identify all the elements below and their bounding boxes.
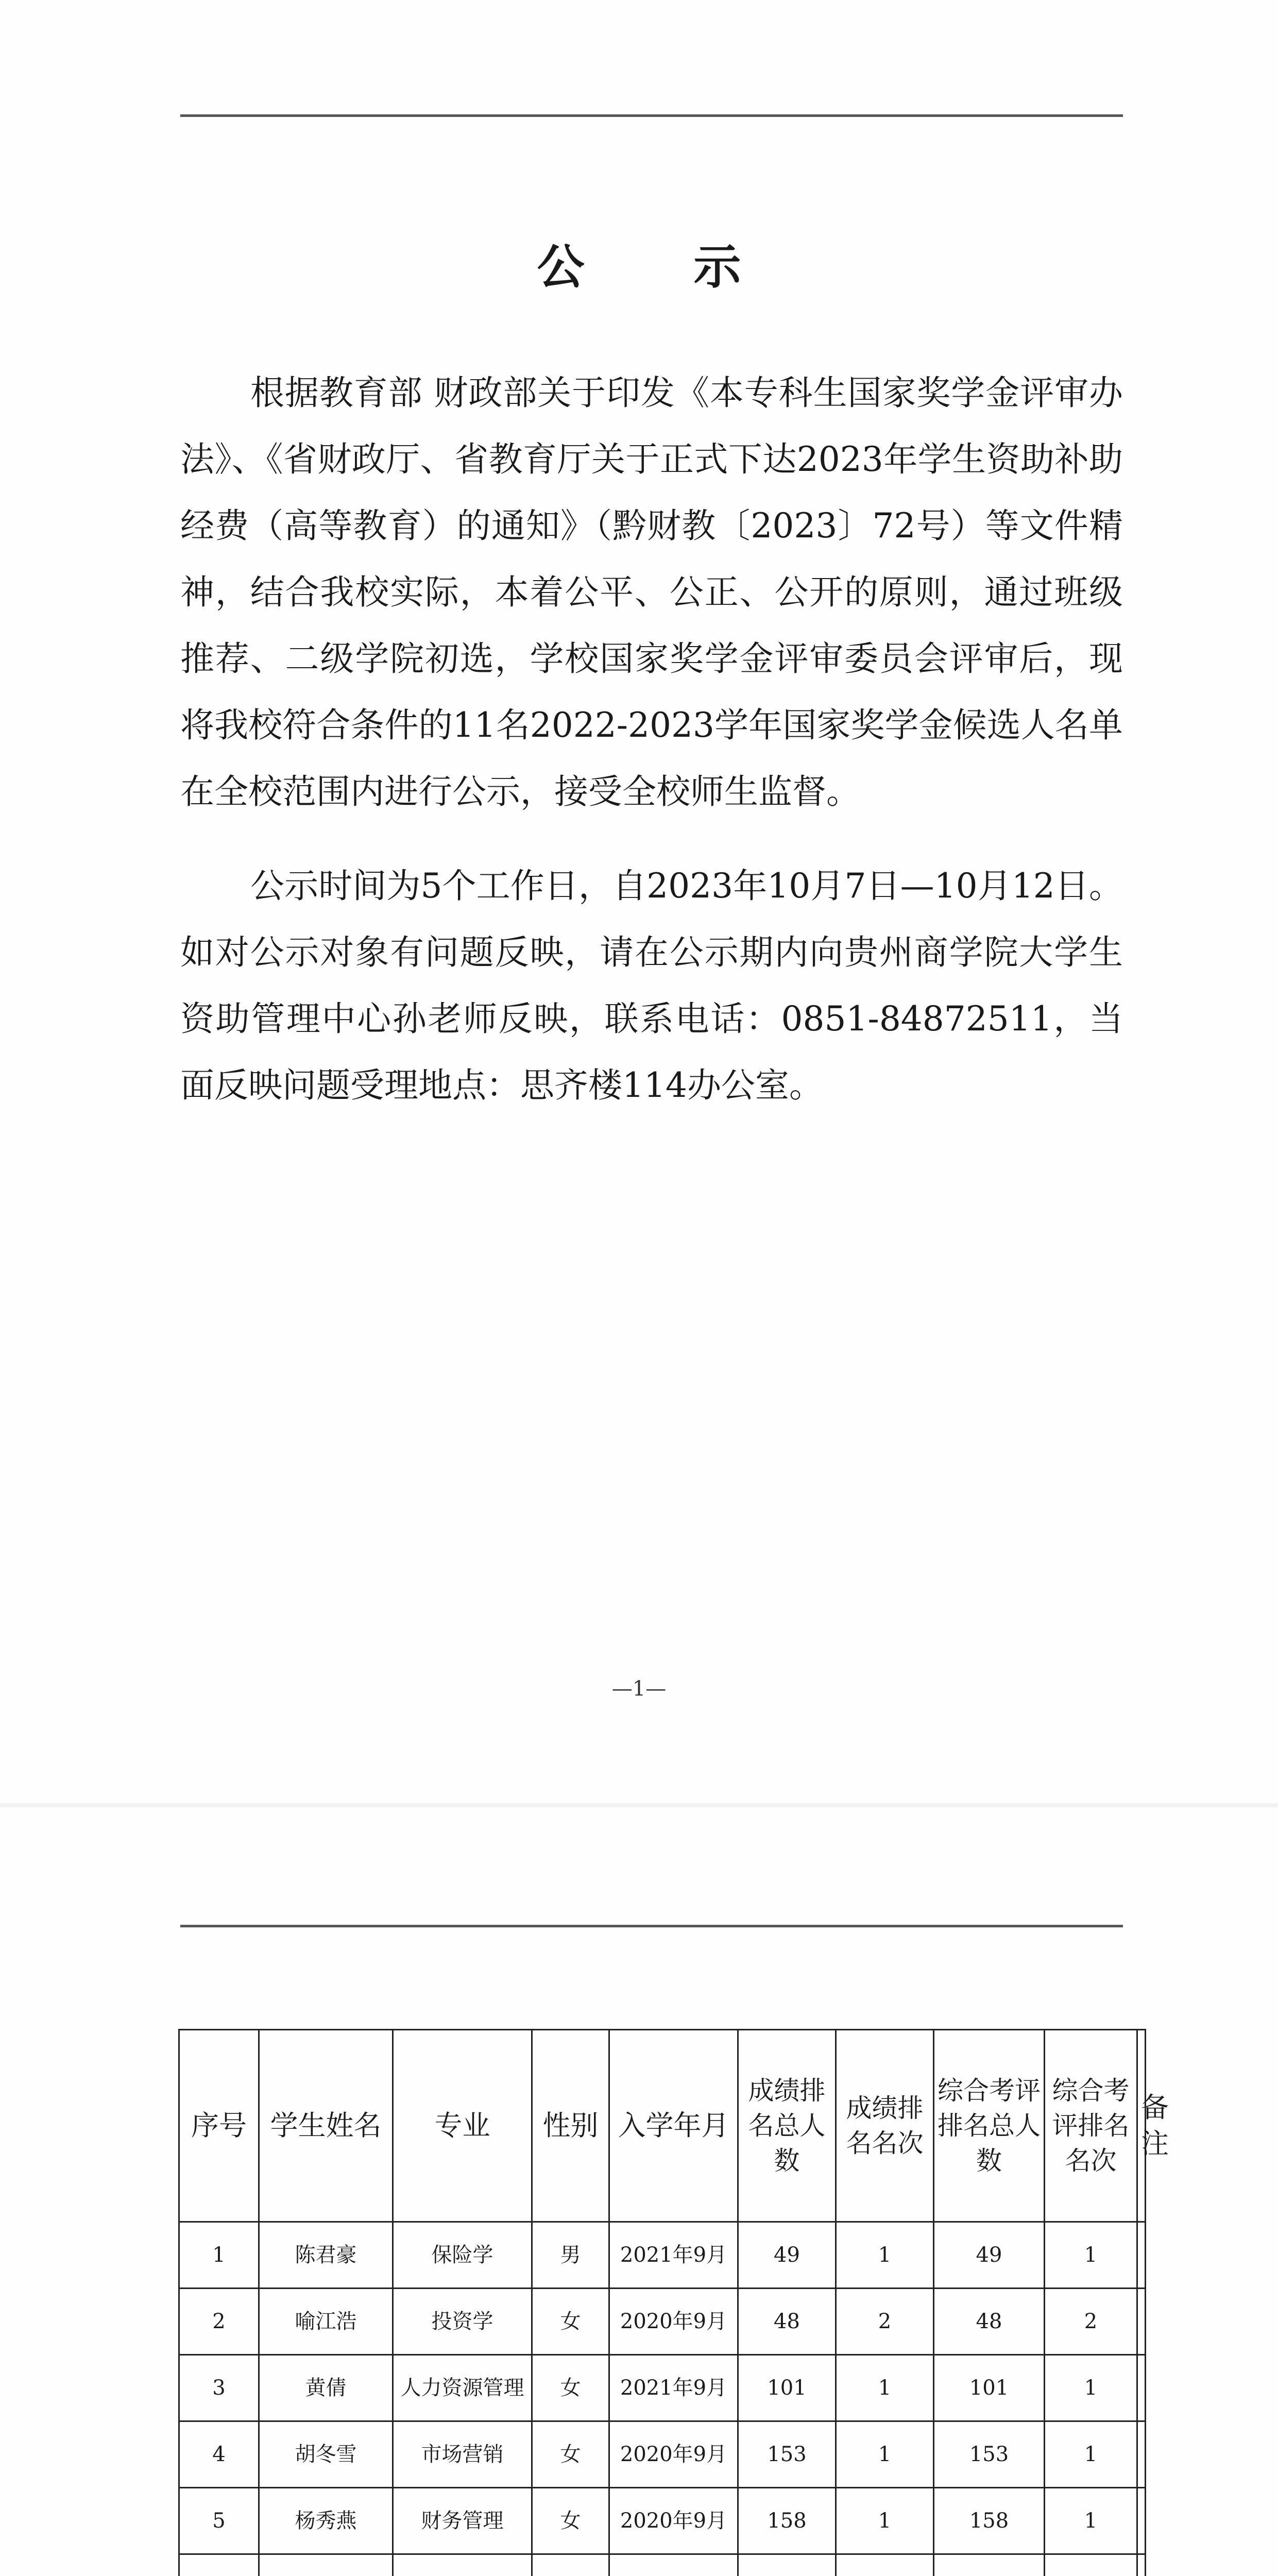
table-cell: 3 <box>179 2355 259 2421</box>
table-cell: 女 <box>532 2421 609 2488</box>
table-cell: 胡冬雪 <box>259 2421 393 2488</box>
table-cell <box>934 2554 1045 2576</box>
table-cell <box>836 2554 934 2576</box>
table-cell: 2021年9月 <box>609 2355 738 2421</box>
table-cell: 158 <box>934 2488 1045 2554</box>
table-cell: 153 <box>738 2421 836 2488</box>
table-cell: 158 <box>738 2488 836 2554</box>
header-rule <box>180 114 1123 117</box>
table-cell: 1 <box>1045 2355 1137 2421</box>
table-cell: 1 <box>179 2222 259 2289</box>
table-cell: 2021年9月 <box>609 2222 738 2289</box>
header-cell: 学生姓名 <box>259 2030 393 2222</box>
table-cell: 5 <box>179 2488 259 2554</box>
table-cell: 市场营销 <box>393 2421 532 2488</box>
table-cell: 1 <box>836 2421 934 2488</box>
header-cell: 综合考评排名名次 <box>1045 2030 1137 2222</box>
table-cell: 2020年9月 <box>609 2488 738 2554</box>
table-cell: 女 <box>532 2488 609 2554</box>
table-cell: 101 <box>934 2355 1045 2421</box>
table-cell: 101 <box>738 2355 836 2421</box>
table-row <box>179 2421 1146 2488</box>
header-cell: 专业 <box>393 2030 532 2222</box>
table-cell: 陈君豪 <box>259 2222 393 2289</box>
table-cell: 1 <box>1045 2222 1137 2289</box>
table-cell: 48 <box>934 2289 1045 2355</box>
table-cell <box>738 2554 836 2576</box>
table-cell: 48 <box>738 2289 836 2355</box>
table-cell <box>1137 2421 1146 2488</box>
table-cell: 49 <box>934 2222 1045 2289</box>
table-cell: 财务管理 <box>393 2488 532 2554</box>
notice-paragraph-2: 公示时间为5个工作日，自2023年10月7日—10月12日。如对公示对象有问题反映，请在公示期内向贵州商学院大学生资助管理中心孙老师反映，联系电话：0851-84872511，当面反映问题受理地点：思齐楼114办公室。 <box>180 866 1123 1105</box>
table-cell <box>1137 2554 1146 2576</box>
table-row <box>179 2222 1146 2289</box>
table-cell <box>179 2554 259 2576</box>
header-cell: 性别 <box>532 2030 609 2222</box>
table-cell: 杨秀燕 <box>259 2488 393 2554</box>
table-cell: 2020年9月 <box>609 2421 738 2488</box>
table-body <box>179 2222 1146 2576</box>
table-row <box>179 2554 1146 2576</box>
table-cell: 4 <box>179 2421 259 2488</box>
table-cell: 女 <box>532 2355 609 2421</box>
table-cell: 2 <box>1045 2289 1137 2355</box>
header-cell: 备注 <box>1137 2030 1146 2222</box>
table-cell: 49 <box>738 2222 836 2289</box>
page-number: —1— <box>611 1677 667 1701</box>
header-cell: 综合考评排名总人数 <box>934 2030 1045 2222</box>
table-cell: 1 <box>836 2488 934 2554</box>
table-cell <box>393 2554 532 2576</box>
table-cell: 女 <box>532 2289 609 2355</box>
notice-paragraph-1: 根据教育部 财政部关于印发《本专科生国家奖学金评审办法》、《省财政厅、省教育厅关于正式下达2023年学生资助补助经费（高等教育）的通知》（黔财教〔2023〕72号）等文件精神，结合我校实际，本着公平、公正、公开的原则，通过班级推荐、二级学院初选，学校国家奖学金评审委员会评审后，现将我校符合条件的11名2022-2023学年国家奖学金候选人名单在全校范围内进行公示，接受全校师生监督。 <box>180 373 1123 811</box>
table-cell: 1 <box>836 2355 934 2421</box>
table-row <box>179 2355 1146 2421</box>
header-cell: 成绩排名总人数 <box>738 2030 836 2222</box>
table-cell <box>1045 2554 1137 2576</box>
table-row <box>179 2289 1146 2355</box>
table-cell: 投资学 <box>393 2289 532 2355</box>
table-cell: 153 <box>934 2421 1045 2488</box>
header-cell: 入学年月 <box>609 2030 738 2222</box>
table-cell <box>259 2554 393 2576</box>
table-cell: 保险学 <box>393 2222 532 2289</box>
table-cell <box>532 2554 609 2576</box>
table-header-row <box>179 2030 1146 2222</box>
table-cell: 男 <box>532 2222 609 2289</box>
header-cell: 序号 <box>179 2030 259 2222</box>
table-cell: 1 <box>1045 2421 1137 2488</box>
table-cell <box>1137 2222 1146 2289</box>
table-cell <box>1137 2488 1146 2554</box>
candidate-table <box>178 2029 1169 2576</box>
header-rule <box>180 1925 1123 1927</box>
header-cell: 成绩排名名次 <box>836 2030 934 2222</box>
table-cell <box>1137 2289 1146 2355</box>
table-cell: 喻江浩 <box>259 2289 393 2355</box>
table-cell: 2 <box>179 2289 259 2355</box>
table-cell: 人力资源管理 <box>393 2355 532 2421</box>
table-cell: 1 <box>1045 2488 1137 2554</box>
table-row <box>179 2488 1146 2554</box>
table-cell: 黄倩 <box>259 2355 393 2421</box>
table-cell: 2 <box>836 2289 934 2355</box>
table-cell <box>1137 2355 1146 2421</box>
table-cell <box>609 2554 738 2576</box>
table-cell: 2020年9月 <box>609 2289 738 2355</box>
notice-title: 公 示 <box>537 240 788 295</box>
table-cell: 1 <box>836 2222 934 2289</box>
document-page-2 <box>0 1807 1278 2576</box>
